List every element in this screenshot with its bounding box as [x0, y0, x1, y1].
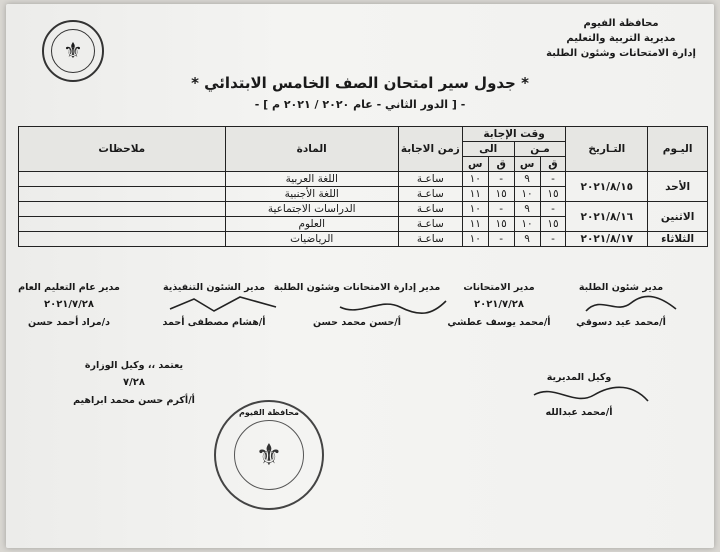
cell-subject: العلوم [225, 217, 398, 232]
header-from-q: ق [540, 157, 566, 172]
signature-role: مدير عام التعليم العام [18, 282, 120, 293]
cell-date: ٢٠٢١/٨/١٧ [566, 232, 648, 247]
cell-to-s: ١٠ [462, 232, 488, 247]
header-to-q: ق [488, 157, 514, 172]
cell-day: الثلاثاء [648, 232, 708, 247]
cell-to-s: ١١ [462, 187, 488, 202]
cell-notes [19, 172, 226, 187]
signature-name: أ/محمد عيد دسوقي [576, 317, 666, 328]
signature-role: يعتمد ،، وكيل الوزارة [84, 360, 184, 371]
cell-from-q: - [540, 172, 566, 187]
header-from: مـن [514, 142, 566, 157]
cell-day: الأحد [648, 172, 708, 202]
signature-date: ٢٠٢١/٧/٢٨ [43, 299, 95, 310]
cell-duration: ساعـة [398, 202, 462, 217]
signature-name: د/مراد أحمد حسن [28, 317, 110, 328]
cell-date: ٢٠٢١/٨/١٦ [566, 202, 648, 232]
eagle-seal-icon: ⚜ [234, 420, 304, 490]
cell-day: الاثنين [648, 202, 708, 232]
organization-header [546, 16, 696, 61]
signature-exams [434, 282, 564, 328]
cell-duration: ساعـة [398, 232, 462, 247]
cell-from-q: - [540, 202, 566, 217]
ministry-logo [42, 20, 104, 82]
cell-notes [19, 232, 226, 247]
eagle-emblem-icon: ⚜ [51, 29, 95, 73]
document-sheet [6, 4, 714, 548]
signature-date: ٧/٢٨ [123, 377, 145, 388]
signature-ministry-deputy [34, 360, 234, 406]
cell-to-s: ١٠ [462, 172, 488, 187]
handwritten-signature-icon [524, 383, 654, 407]
cell-notes [19, 202, 226, 217]
cell-duration: ساعـة [398, 187, 462, 202]
header-day: اليـوم [648, 127, 708, 172]
signature-name: أ/هشام مصطفى أحمد [162, 317, 266, 328]
header-subject: المادة [225, 127, 398, 172]
table-row [19, 232, 708, 247]
cell-from-q: - [540, 232, 566, 247]
cell-from-s: ٩ [514, 232, 540, 247]
cell-from-s: ٩ [514, 172, 540, 187]
cell-from-s: ٩ [514, 202, 540, 217]
cell-to-q: - [488, 172, 514, 187]
cell-to-q: ١٥ [488, 187, 514, 202]
cell-to-q: - [488, 202, 514, 217]
cell-subject: الرياضيات [225, 232, 398, 247]
cell-to-s: ١٠ [462, 202, 488, 217]
cell-from-q: ١٥ [540, 187, 566, 202]
table-row [19, 172, 708, 187]
signature-exams-admin [262, 282, 452, 328]
cell-to-q: - [488, 232, 514, 247]
header-answer-time: وقت الإجابة [462, 127, 566, 142]
header-directorate: مديرية التربية والتعليم [566, 33, 676, 44]
handwritten-signature-icon [332, 293, 452, 317]
official-stamp [214, 400, 324, 510]
cell-notes [19, 187, 226, 202]
handwritten-signature-icon [164, 293, 284, 317]
cell-date: ٢٠٢١/٨/١٥ [566, 172, 648, 202]
signature-name: أ/محمد يوسف عطشي [447, 317, 551, 328]
signature-students-affairs [556, 282, 686, 328]
signature-role: وكيل المديرية [546, 372, 612, 383]
cell-subject: الدراسات الاجتماعية [225, 202, 398, 217]
header-to: الى [462, 142, 514, 157]
table-row [19, 202, 708, 217]
cell-subject: اللغة الأجنبية [225, 187, 398, 202]
cell-from-s: ١٠ [514, 187, 540, 202]
signature-name: أ/محمد عبدالله [545, 407, 613, 418]
signature-deputy-directorate [504, 372, 654, 418]
document-title: * جدول سير امتحان الصف الخامس الابتدائي * [191, 74, 529, 92]
cell-to-q: ١٥ [488, 217, 514, 232]
signature-general-education [6, 282, 132, 328]
exam-schedule-table [18, 126, 708, 247]
cell-duration: ساعـة [398, 172, 462, 187]
document-subtitle: - [ الدور الثاني - عام ٢٠٢٠ / ٢٠٢١ م ] - [254, 98, 466, 111]
header-notes: ملاحظات [19, 127, 226, 172]
handwritten-signature-icon [576, 293, 686, 317]
signature-role: مدير الشئون التنفيذية [162, 282, 265, 293]
header-date: التـاريخ [566, 127, 648, 172]
stamp-text: محافظة الفيوم [238, 408, 300, 417]
signature-date: ٢٠٢١/٧/٢٨ [473, 299, 525, 310]
signature-role: مدير شئون الطلبة [578, 282, 664, 293]
cell-to-s: ١١ [462, 217, 488, 232]
header-from-s: س [514, 157, 540, 172]
cell-notes [19, 217, 226, 232]
header-department: إدارة الامتحانات وشئون الطلبة [546, 48, 696, 59]
header-governorate: محافظة الفيوم [583, 18, 659, 29]
cell-from-s: ١٠ [514, 217, 540, 232]
signature-name: أ/أكرم حسن محمد ابراهيم [73, 395, 195, 406]
signature-name: أ/حسن محمد حسن [312, 317, 402, 328]
cell-from-q: ١٥ [540, 217, 566, 232]
cell-subject: اللغة العربية [225, 172, 398, 187]
signature-role: مدير الامتحانات [463, 282, 535, 293]
header-to-s: س [462, 157, 488, 172]
header-duration: زمن الاجابة [398, 127, 462, 172]
signature-executive [144, 282, 284, 328]
signature-role: مدير إدارة الامتحانات وشئون الطلبة [273, 282, 441, 293]
cell-duration: ساعـة [398, 217, 462, 232]
